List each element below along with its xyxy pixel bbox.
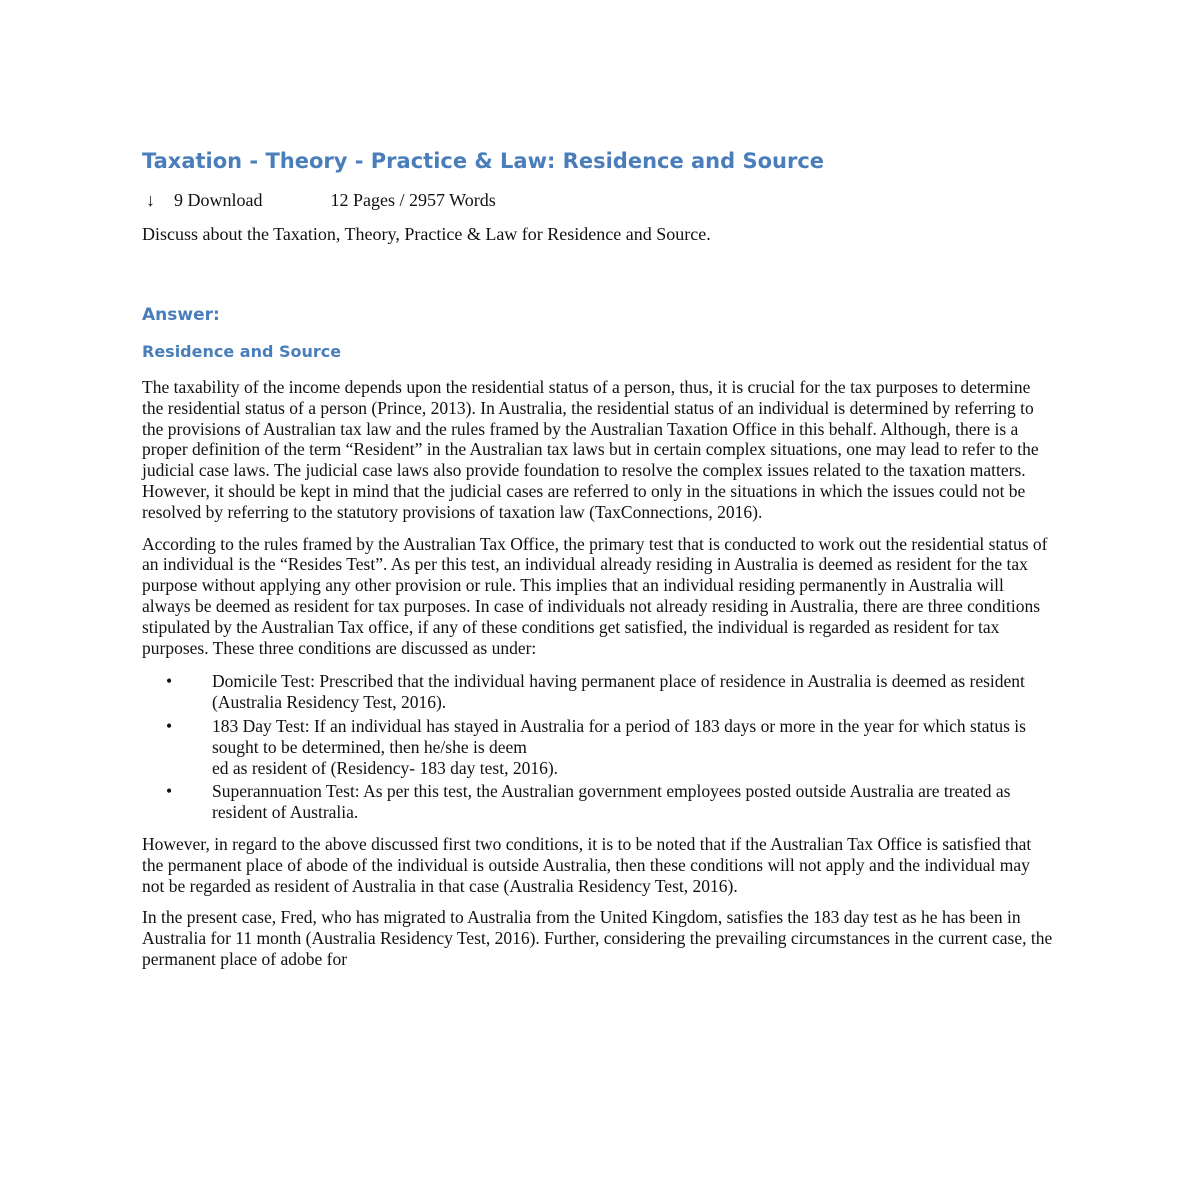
bullet-marker: • [166,781,173,802]
bullet-marker: • [166,671,173,692]
paragraph: However, in regard to the above discussed first two conditions, it is to be noted that if the Australian Tax Office is satisfied that the permanent place of abode of the individual is outside Australia, then these conditions will not apply and the individual may not be regarded as resident of Australia in that case (Australia Residency Test, 2016). [142,833,1032,896]
pages-words: 12 Pages / 2957 Words [330,190,496,210]
list-item-text: 183 Day Test: If an individual has stayed in Australia for a period of 183 days or more in the year for which status is sought to be determined, then he/she is deem [212,715,1026,757]
question-text: Discuss about the Taxation, Theory, Practice & Law for Residence and Source. [142,224,711,244]
document-meta [142,189,1055,211]
list-item-text: Superannuation Test: As per this test, the Australian government employees posted outside Australia are treated as resident of Australia. [212,781,1011,823]
list-item [142,671,1055,713]
conditions-list [142,671,1055,823]
paragraph: According to the rules framed by the Australian Tax Office, the primary test that is conducted to work out the residential status of an individual is the “Resides Test”. As per this test, an individual already residing in Australia is deemed as resident for the tax purpose without applying any other provision or rule. This implies that an individual residing permanently in Australia will always be deemed as resident for tax purposes. In case of individuals not already residing in Australia, there are three conditions stipulated by the Australian Tax office, if any of these conditions get satisfied, the individual is regarded as resident for tax purposes. These three conditions are discussed as under: [142,533,1048,658]
paragraph: The taxability of the income depends upon the residential status of a person, thus, it is crucial for the tax purposes to determine the residential status of a person (Prince, 2013). In Australia, the residential status of an individual is determined by referring to the provisions of Australian tax law and the rules framed by the Australian Taxation Office in this behalf. Although, there is a proper definition of the term “Resident” in the Australian tax laws but in certain complex situations, one may lead to refer to the judicial case laws. The judicial case laws also provide foundation to resolve the complex issues related to the taxation matters. However, it should be kept in mind that the judicial cases are referred to only in the situations in which the issues could not be resolved by referring to the statutory provisions of taxation law (TaxConnections, 2016). [142,377,1039,522]
download-count: 9 Download [174,190,263,210]
list-item [142,716,1055,778]
list-item-text-continued: ed as resident of (Residency- 183 day test, 2016). [212,757,559,778]
answer-heading: Answer: [142,305,220,325]
document-title: Taxation - Theory - Practice & Law: Residence and Source [142,149,825,173]
section-heading: Residence and Source [142,342,342,361]
download-icon[interactable]: ↓ [146,190,155,210]
paragraph: In the present case, Fred, who has migrated to Australia from the United Kingdom, satisfies the 183 day test as he has been in Australia for 11 month (Australia Residency Test, 2016). Further, considering the prevailing circumstances in the current case, the permanent place of adobe for [142,907,1053,969]
list-item-text: Domicile Test: Prescribed that the individual having permanent place of residence in Australia is deemed as resident (Australia Residency Test, 2016). [212,671,1025,713]
bullet-marker: • [166,715,173,736]
list-item [142,781,1055,823]
